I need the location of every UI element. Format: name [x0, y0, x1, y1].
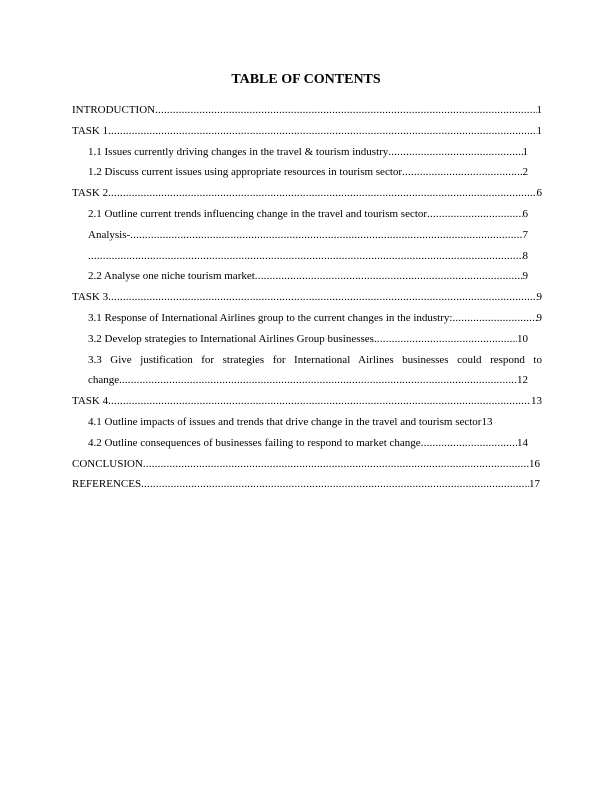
toc-entry-text: TASK 2 [72, 187, 109, 200]
toc-entry-text: 2.1 Outline current trends influencing change in the travel and tourism sector [88, 207, 428, 220]
toc-leader [130, 225, 522, 246]
toc-entry-1-1[interactable] [88, 142, 528, 163]
toc-entry-task-4[interactable] [72, 391, 542, 412]
toc-entry-task-2[interactable] [72, 183, 542, 204]
toc-leader [155, 100, 536, 121]
toc-title: TABLE OF CONTENTS [231, 72, 381, 87]
toc-page-number: 10 [517, 332, 528, 345]
toc-entry-text-line1: 3.3 Give justification for strategies for International Airlines businesses could respond to [88, 353, 542, 366]
toc-entry-4-2[interactable] [88, 433, 528, 454]
toc-entry-blank[interactable] [88, 246, 528, 267]
toc-list [72, 100, 542, 495]
toc-page-number: 1 [522, 145, 528, 158]
toc-page-number: 12 [517, 374, 528, 387]
toc-entry-text: TASK 3 [72, 291, 109, 304]
toc-entry-conclusion[interactable] [72, 454, 540, 475]
toc-leader [108, 183, 536, 204]
toc-leader [255, 266, 523, 287]
toc-entry-text: 1.1 Issues currently driving changes in the travel & tourism industry [88, 145, 389, 158]
toc-entry-text: TASK 1 [72, 124, 109, 137]
toc-leader [402, 162, 522, 183]
toc-entry-text: REFERENCES [72, 478, 142, 491]
toc-entry-text: CONCLUSION [72, 457, 143, 470]
toc-entry-3-2[interactable] [88, 329, 528, 350]
toc-leader [421, 433, 517, 454]
toc-entry-4-1[interactable] [88, 412, 542, 433]
toc-page-number: 17 [529, 478, 540, 491]
toc-leader [143, 454, 529, 475]
toc-entry-introduction[interactable] [72, 100, 542, 121]
toc-entry-text: 1.2 Discuss current issues using appropriate resources in tourism sector [88, 166, 403, 179]
toc-page-number: 14 [517, 436, 528, 449]
toc-entry-analysis[interactable] [88, 225, 528, 246]
toc-entry-text: 4.2 Outline consequences of businesses failing to respond to market change [88, 436, 421, 449]
toc-leader [388, 142, 522, 163]
toc-entry-text: 4.1 Outline impacts of issues and trends that drive change in the travel and tourism sector [88, 415, 482, 428]
toc-leader [108, 287, 536, 308]
toc-entry-text: 3.1 Response of International Airlines group to the current changes in the industry: [88, 311, 453, 324]
toc-entry-task-3[interactable] [72, 287, 542, 308]
toc-page-number: 2 [522, 166, 528, 179]
toc-entry-2-2[interactable] [88, 266, 528, 287]
toc-page-number: 7 [522, 228, 528, 241]
toc-page-number: 1 [536, 124, 542, 137]
toc-leader [452, 308, 536, 329]
toc-page-number: 9 [522, 270, 528, 283]
toc-entry-3-1[interactable] [88, 308, 542, 329]
toc-leader [88, 246, 523, 267]
toc-entry-3-3[interactable] [88, 350, 542, 392]
toc-entry-task-1[interactable] [72, 121, 542, 142]
toc-page-number: 16 [529, 457, 540, 470]
toc-page-number: 13 [531, 395, 542, 408]
toc-entry-text: 2.2 Analyse one niche tourism market [88, 270, 255, 283]
toc-entry-text: Analysis- [88, 228, 131, 241]
toc-entry-1-2[interactable] [88, 162, 528, 183]
toc-entry-references[interactable] [72, 474, 540, 495]
toc-page-number: 6 [536, 187, 542, 200]
toc-page-number: 1 [536, 104, 542, 116]
toc-leader [108, 121, 536, 142]
toc-leader [122, 370, 517, 391]
toc-leader [427, 204, 522, 225]
toc-entry-2-1[interactable] [88, 204, 528, 225]
toc-leader [141, 474, 529, 495]
toc-leader [108, 391, 531, 412]
toc-entry-text: change. [88, 374, 122, 387]
toc-page-number: 9 [536, 311, 542, 324]
toc-entry-text: TASK 4 [72, 395, 109, 408]
toc-leader [374, 329, 517, 350]
toc-page-number: 13 [481, 415, 493, 428]
toc-page-number: 8 [522, 249, 528, 262]
toc-entry-text: INTRODUCTION [72, 104, 156, 116]
toc-page-number: 6 [522, 207, 528, 220]
toc-entry-text: 3.2 Develop strategies to International Airlines Group businesses [88, 332, 374, 345]
toc-page-number: 9 [536, 291, 542, 304]
